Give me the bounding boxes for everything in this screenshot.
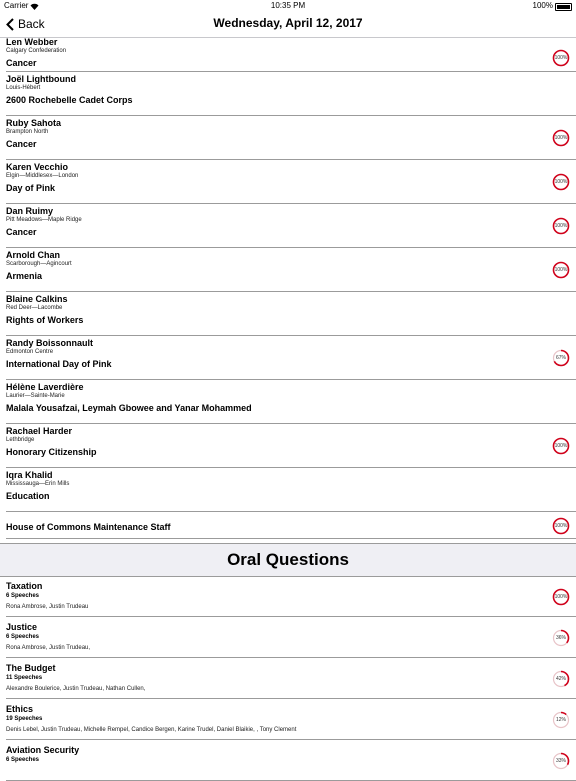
statement-row[interactable] [6,292,576,336]
statement-topic: 2600 Rochebelle Cadet Corps [6,95,133,105]
meter-label: 100% [554,55,568,61]
speech-count: 6 Speeches [6,757,40,763]
statement-row[interactable] [6,380,576,424]
sentiment-meter [552,517,570,535]
statement-topic: International Day of Pink [6,359,112,369]
member-riding: Mississauga—Erin Mills [6,481,70,487]
speech-count: 19 Speeches [6,716,43,722]
member-name: Karen Vecchio [6,162,69,172]
statement-row[interactable] [6,468,576,512]
back-label: Back [18,17,45,31]
statement-row[interactable] [6,116,576,160]
sentiment-meter [552,261,570,279]
member-name: Blaine Calkins [6,294,68,304]
statement-row[interactable] [6,37,576,72]
battery-percent: 100% [532,1,553,10]
page-title: Wednesday, April 12, 2017 [213,16,363,30]
battery-icon [555,3,572,11]
question-title: Justice [6,622,38,632]
question-row[interactable] [6,699,576,740]
meter-label: 36% [555,635,566,641]
meter-label: 100% [554,135,568,141]
sentiment-meter [552,588,570,606]
question-title: The Budget [6,663,56,673]
statement-row[interactable] [6,204,576,248]
question-row[interactable] [6,658,576,699]
questions-list [0,576,576,781]
statement-row[interactable] [6,248,576,292]
statement-topic: Armenia [6,271,43,281]
member-riding: Lethbridge [6,437,35,443]
sentiment-meter [552,670,570,688]
navigation-bar [0,12,576,38]
member-riding: Elgin—Middlesex—London [6,173,79,179]
meter-label: 100% [554,223,568,229]
meter-label: 100% [554,443,568,449]
statement-topic: Education [6,491,50,501]
sentiment-meter [552,752,570,770]
member-riding: Louis-Hébert [6,85,41,91]
question-speakers: Denis Lebel, Justin Trudeau, Michelle Rempel, Candice Bergen, Karine Trudel, Daniel Blaikie, , Tony Clement [6,727,297,733]
statements-list [0,37,576,539]
question-speakers: Rona Ambrose, Justin Trudeau, [6,645,91,651]
member-name: Iqra Khalid [6,470,53,480]
speech-count: 6 Speeches [6,593,40,599]
statement-row[interactable] [6,336,576,380]
sentiment-meter [552,349,570,367]
statement-topic: Cancer [6,227,37,237]
question-row[interactable] [6,617,576,658]
speech-count: 11 Speeches [6,675,43,681]
statement-topic: House of Commons Maintenance Staff [6,522,171,532]
statement-row[interactable] [6,160,576,204]
member-name: Dan Ruimy [6,206,54,216]
meter-label: 33% [555,758,566,764]
question-title: Aviation Security [6,745,80,755]
statement-row[interactable] [6,424,576,468]
sentiment-meter [552,437,570,455]
member-riding: Red Deer—Lacombe [6,305,63,311]
statement-row[interactable] [6,512,576,539]
statement-topic: Rights of Workers [6,315,84,325]
carrier-label: Carrier [4,1,29,10]
member-name: Rachael Harder [6,426,73,436]
question-row[interactable] [6,576,576,617]
question-speakers: Alexandre Boulerice, Justin Trudeau, Nathan Cullen, [6,686,146,692]
sentiment-meter [552,49,570,67]
sentiment-meter [552,173,570,191]
meter-label: 100% [554,523,568,529]
member-riding: Pitt Meadows—Maple Ridge [6,217,82,223]
member-riding: Edmonton Centre [6,349,54,355]
status-bar [0,0,576,12]
question-speakers: Rona Ambrose, Justin Trudeau [6,604,89,610]
member-riding: Laurier—Sainte-Marie [6,393,65,399]
statement-row[interactable] [6,72,576,116]
member-name: Arnold Chan [6,250,60,260]
meter-label: 42% [555,676,566,682]
meter-label: 100% [554,179,568,185]
speech-count: 6 Speeches [6,634,40,640]
section-header-oral-questions: Oral Questions [0,543,576,577]
member-name: Hélène Laverdière [6,382,84,392]
question-row[interactable] [6,740,576,781]
member-name: Joël Lightbound [6,74,76,84]
member-name: Ruby Sahota [6,118,62,128]
meter-label: 12% [555,717,566,723]
sentiment-meter [552,711,570,729]
member-name: Randy Boissonnault [6,338,94,348]
question-title: Taxation [6,581,43,591]
statement-topic: Day of Pink [6,183,56,193]
meter-label: 67% [555,355,566,361]
statement-topic: Cancer [6,58,37,68]
sentiment-meter [552,129,570,147]
member-riding: Scarborough—Agincourt [6,261,72,267]
member-name: Len Webber [6,37,58,47]
sentiment-meter [552,629,570,647]
statement-topic: Cancer [6,139,37,149]
status-time: 10:35 PM [270,1,306,10]
meter-label: 100% [554,267,568,273]
meter-label: 100% [554,594,568,600]
sentiment-meter [552,217,570,235]
question-title: Ethics [6,704,34,714]
statement-topic: Malala Yousafzai, Leymah Gbowee and Yanar Mohammed [6,403,252,413]
member-riding: Brampton North [6,129,49,135]
statement-topic: Honorary Citizenship [6,447,97,457]
member-riding: Calgary Confederation [6,48,67,54]
